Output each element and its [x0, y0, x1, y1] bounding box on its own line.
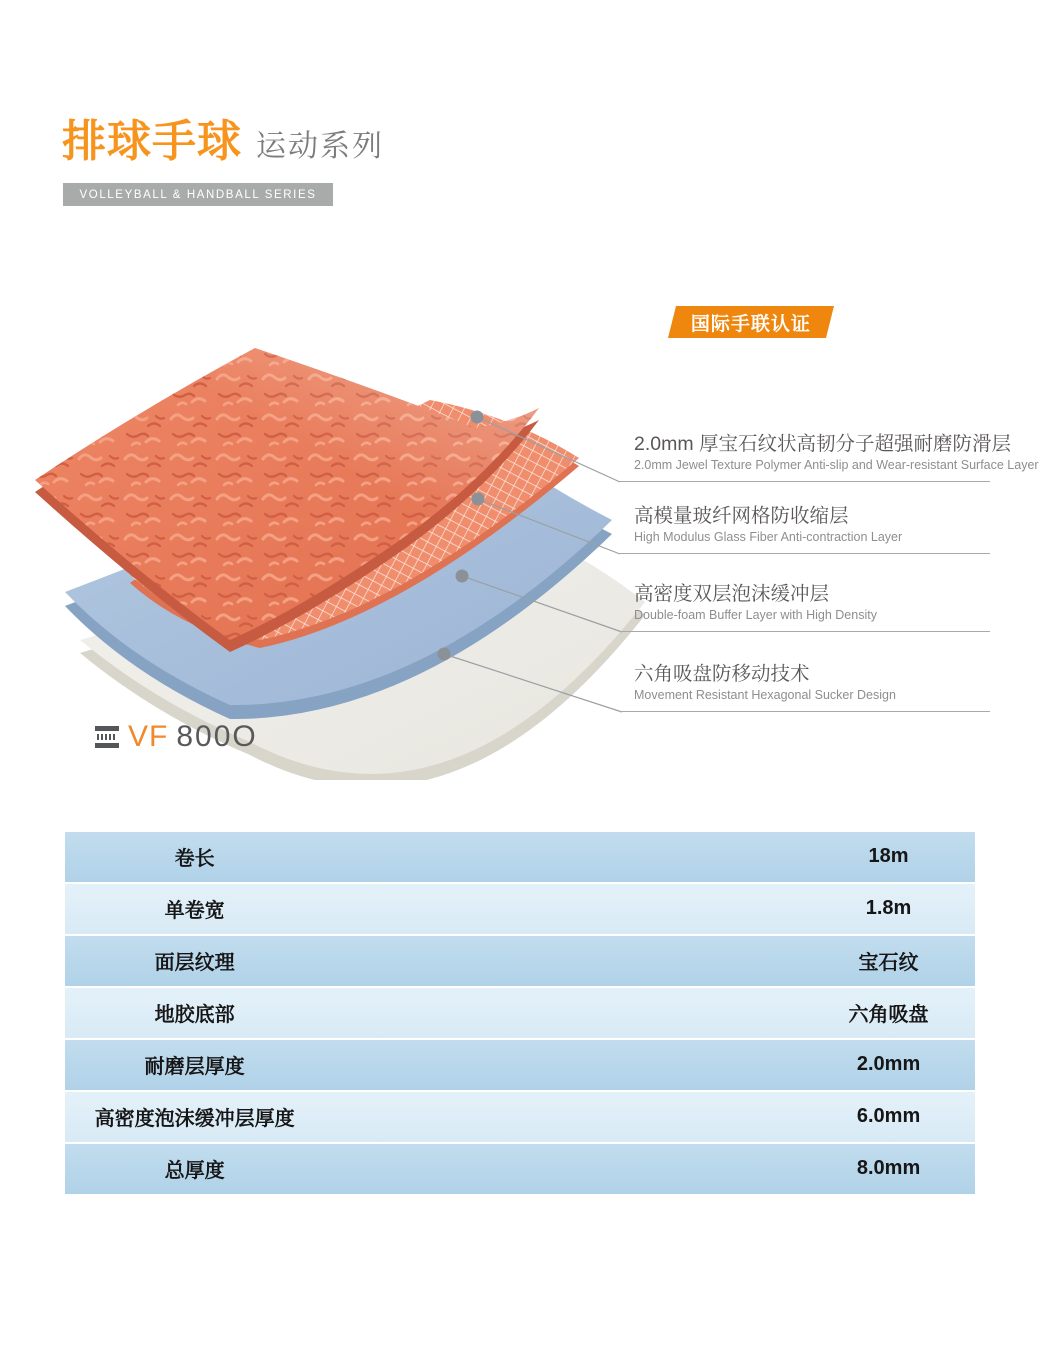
- spec-value: 8.0mm: [856, 1157, 921, 1180]
- spec-value: 2.0mm: [856, 1053, 921, 1076]
- spec-label: 总厚度: [164, 1160, 225, 1183]
- layer-note-foam: [620, 576, 990, 632]
- spec-row-roll-width: [65, 884, 975, 934]
- layer-stack-icon-bar: [95, 743, 119, 748]
- spec-row-total-thickness: [65, 1144, 975, 1194]
- certification-badge: [668, 306, 834, 338]
- spec-row-wear-layer-thickness: [65, 1040, 975, 1090]
- layer-note-subtitle: High Modulus Glass Fiber Anti-contraction Layer: [634, 530, 903, 544]
- spec-row-foam-layer-thickness: [65, 1092, 975, 1142]
- model-number: 800O: [176, 720, 258, 753]
- header: [62, 112, 384, 172]
- product-layers-illustration: [30, 330, 650, 780]
- layer-note-subtitle: Double-foam Buffer Layer with High Density: [634, 608, 877, 622]
- layer-note-title: 高模量玻纤网格防收缩层: [634, 505, 849, 527]
- series-banner-label: VOLLEYBALL & HANDBALL SERIES: [79, 188, 317, 201]
- spec-row-roll-length: [65, 832, 975, 882]
- model-prefix: VF: [128, 720, 169, 753]
- layer-note-title: 2.0mm 厚宝石纹状高韧分子超强耐磨防滑层: [634, 433, 1012, 455]
- certification-badge-label: 国际手联认证: [690, 313, 811, 335]
- spec-label: 地胶底部: [154, 1004, 235, 1027]
- callout-dot-mesh-layer: [472, 493, 485, 506]
- callout-dot-foam-layer: [456, 570, 469, 583]
- spec-value: 宝石纹: [858, 952, 919, 975]
- spec-value: 6.0mm: [856, 1105, 921, 1128]
- layer-note-sucker: [620, 656, 990, 712]
- page-subtitle: 运动系列: [256, 130, 384, 163]
- page-title: 排球手球: [62, 117, 242, 166]
- spec-value: 六角吸盘: [848, 1004, 929, 1027]
- spec-value: 18m: [868, 845, 909, 868]
- layer-note-title: 六角吸盘防移动技术: [634, 663, 810, 685]
- spec-label: 单卷宽: [164, 900, 225, 923]
- spec-value: 1.8m: [865, 897, 912, 920]
- layer-note-subtitle: 2.0mm Jewel Texture Polymer Anti-slip and Wear-resistant Surface Layer: [634, 458, 1039, 472]
- spec-table: [65, 832, 975, 1194]
- product-model: [95, 720, 258, 754]
- spec-row-surface-texture: [65, 936, 975, 986]
- layer-note-subtitle: Movement Resistant Hexagonal Sucker Design: [634, 688, 896, 702]
- layer-note-surface: [620, 426, 1039, 482]
- spec-label: 卷长: [174, 848, 215, 871]
- spec-label: 高密度泡沫缓冲层厚度: [94, 1108, 295, 1131]
- callout-dot-base-layer: [438, 648, 451, 661]
- layer-stack-icon-bar: [95, 726, 119, 731]
- layer-stack-icon: [95, 726, 119, 748]
- layer-note-mesh: [620, 498, 990, 554]
- callout-dot-surface-layer: [471, 411, 484, 424]
- spec-row-bottom-type: [65, 988, 975, 1038]
- spec-label: 耐磨层厚度: [144, 1056, 245, 1079]
- series-banner: [63, 183, 333, 206]
- spec-label: 面层纹理: [154, 952, 235, 975]
- layer-stack-icon-bar-striped: [97, 734, 117, 740]
- layer-note-title: 高密度双层泡沫缓冲层: [634, 583, 830, 605]
